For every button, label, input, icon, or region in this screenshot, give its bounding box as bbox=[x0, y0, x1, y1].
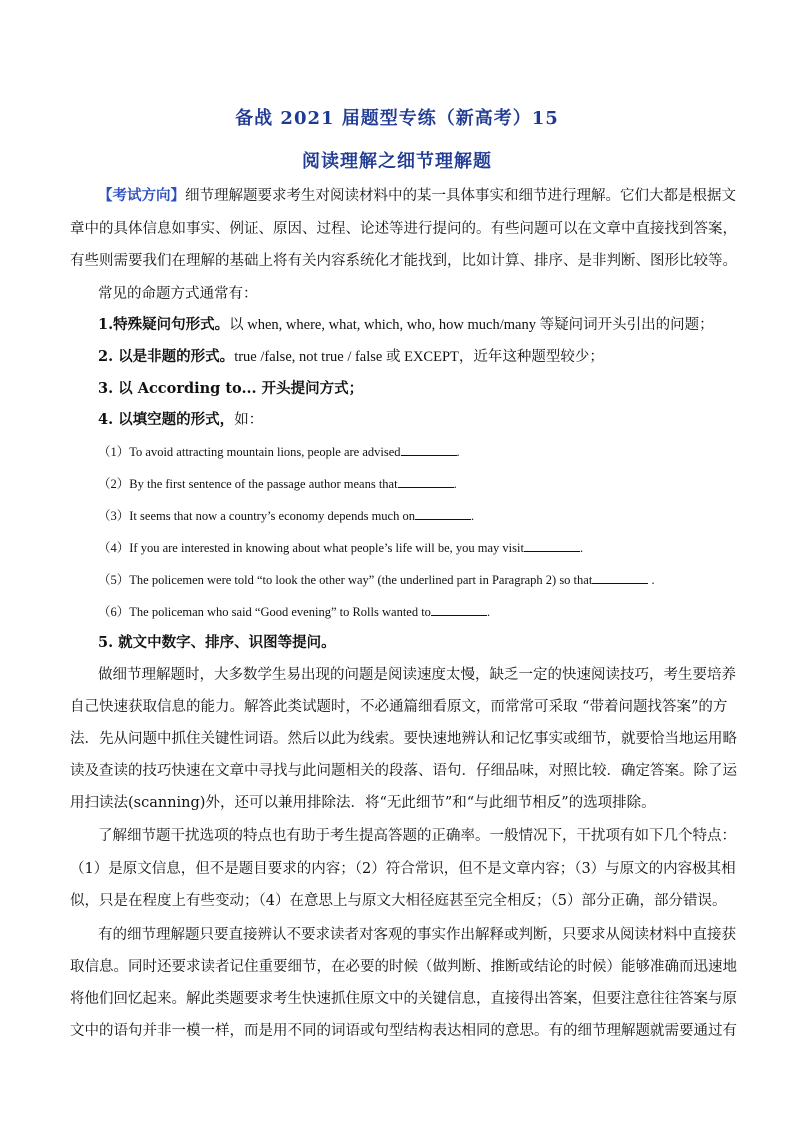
question-end: . bbox=[579, 541, 584, 555]
question-end: . bbox=[453, 477, 457, 491]
question-item bbox=[98, 570, 754, 590]
para1-line: 法．先从问题中抓住关键性词语。然后以此为线索。要快速地辨认和记忆事实或细节，就要恰当地运用略 bbox=[70, 731, 737, 747]
question-text: The policeman who said “Good evening” to Rolls wanted to bbox=[129, 605, 431, 619]
method-2 bbox=[98, 347, 754, 367]
method-2-title: 2. 以是非题的形式。 bbox=[98, 348, 235, 365]
para2-line: 了解细节题干扰选项的特点也有助于考生提高答题的正确率。一般情况下，干扰项有如下几个特点： bbox=[98, 828, 736, 844]
intro-line-1 bbox=[98, 186, 736, 206]
question-item bbox=[98, 442, 754, 462]
method-3: 3. 以 According to... 开头提问方式； bbox=[98, 380, 364, 397]
method-1-title: 1.特殊疑问句形式。 bbox=[98, 316, 230, 333]
para1-line: 自己快速获取信息的能力。解答此类试题时，不必通篇细看原文，而常常可采取 “带着问题找答案”的方 bbox=[70, 699, 728, 715]
question-text: The policemen were told “to look the other way” (the underlined part in Paragraph 2) so that bbox=[129, 573, 593, 587]
method-2-text: true /false, not true / false 或 EXCEPT，近年这种题型较少； bbox=[234, 349, 604, 365]
intro-line-3: 有些则需要我们在理解的基础上将有关内容系统化才能找到，比如计算、排序、是非判断、图形比较等。 bbox=[70, 253, 737, 269]
answer-blank bbox=[431, 603, 487, 616]
answer-blank bbox=[524, 539, 580, 552]
question-item bbox=[98, 474, 754, 494]
intro-text: 细节理解题要求考生对阅读材料中的某一具体事实和细节进行理解。它们大都是根据文 bbox=[185, 188, 736, 204]
question-item bbox=[98, 602, 754, 622]
method-1-text: 以 when, where, what, which, who, how much/many 等疑问词开头引出的问题； bbox=[229, 317, 714, 333]
common-methods-heading: 常见的命题方式通常有： bbox=[98, 286, 258, 302]
question-text: By the first sentence of the passage author means that bbox=[129, 477, 398, 491]
para1-line: 做细节理解题时，大多数学生易出现的问题是阅读速度太慢，缺乏一定的快速阅读技巧，考生要培养 bbox=[98, 667, 736, 683]
question-text: It seems that now a country’s economy depends much on bbox=[129, 509, 415, 523]
question-end: . bbox=[648, 573, 655, 587]
question-number: （3） bbox=[98, 509, 130, 523]
para3-line: 文中的语句并非一模一样，而是用不同的词语或句型结构表达相同的意思。有的细节理解题就需要通过有 bbox=[70, 1023, 737, 1039]
page-subtitle: 阅读理解之细节理解题 bbox=[302, 151, 492, 172]
para3-line: 有的细节理解题只要直接辨认不要求读者对客观的事实作出解释或判断，只要求从阅读材料中直接获 bbox=[98, 927, 736, 943]
intro-line-2: 章中的具体信息如事实、例证、原因、过程、论述等进行提问的。有些问题可以在文章中直接找到答案， bbox=[70, 221, 737, 237]
question-text: To avoid attracting mountain lions, people are advised bbox=[129, 445, 401, 459]
answer-blank bbox=[592, 571, 648, 584]
question-number: （4） bbox=[98, 541, 130, 555]
para3-line: 将他们回忆起来。解此类题要求考生快速抓住原文中的关键信息，直接得出答案，但要注意往往答案与原 bbox=[70, 991, 737, 1007]
question-end: . bbox=[456, 445, 460, 459]
para2-line: 似，只是在程度上有些变动；（4）在意思上与原文大相径庭甚至完全相反；（5）部分正确，部分错误。 bbox=[70, 893, 727, 909]
para3-line: 取信息。同时还要求读者记住重要细节，在必要的时候（做判断、推断或结论的时候）能够准确而迅速地 bbox=[70, 959, 737, 975]
question-item bbox=[98, 538, 754, 558]
question-number: （5） bbox=[98, 573, 130, 587]
answer-blank bbox=[415, 507, 471, 520]
question-end: . bbox=[470, 509, 475, 523]
question-number: （6） bbox=[98, 605, 130, 619]
para1-line: 读及查读的技巧快速在文章中寻找与此问题相关的段落、语句．仔细品味，对照比较．确定答案。除了运 bbox=[70, 763, 737, 779]
question-end: . bbox=[486, 605, 491, 619]
method-4-title: 4. 以填空题的形式， bbox=[98, 411, 235, 428]
method-1 bbox=[98, 315, 754, 335]
method-4 bbox=[98, 410, 754, 430]
method-4-text: 如： bbox=[234, 412, 264, 428]
question-number: （1） bbox=[98, 445, 130, 459]
answer-blank bbox=[398, 475, 454, 488]
method-5: 5. 就文中数字、排序、识图等提问。 bbox=[98, 634, 336, 651]
answer-blank bbox=[401, 443, 457, 456]
page-title: 备战 2021 届题型专练（新高考）15 bbox=[235, 108, 559, 129]
para1-line: 用扫读法(scanning)外，还可以兼用排除法．将“无此细节”和“与此细节相反”的选项排除。 bbox=[70, 795, 656, 811]
intro-label: 【考试方向】 bbox=[98, 187, 185, 204]
para2-line: （1）是原文信息，但不是题目要求的内容；（2）符合常识，但不是文章内容；（3）与原文的内容极其相 bbox=[70, 861, 736, 877]
question-item bbox=[98, 506, 754, 526]
question-number: （2） bbox=[98, 477, 130, 491]
question-text: If you are interested in knowing about what people’s life will be, you may visit bbox=[129, 541, 524, 555]
